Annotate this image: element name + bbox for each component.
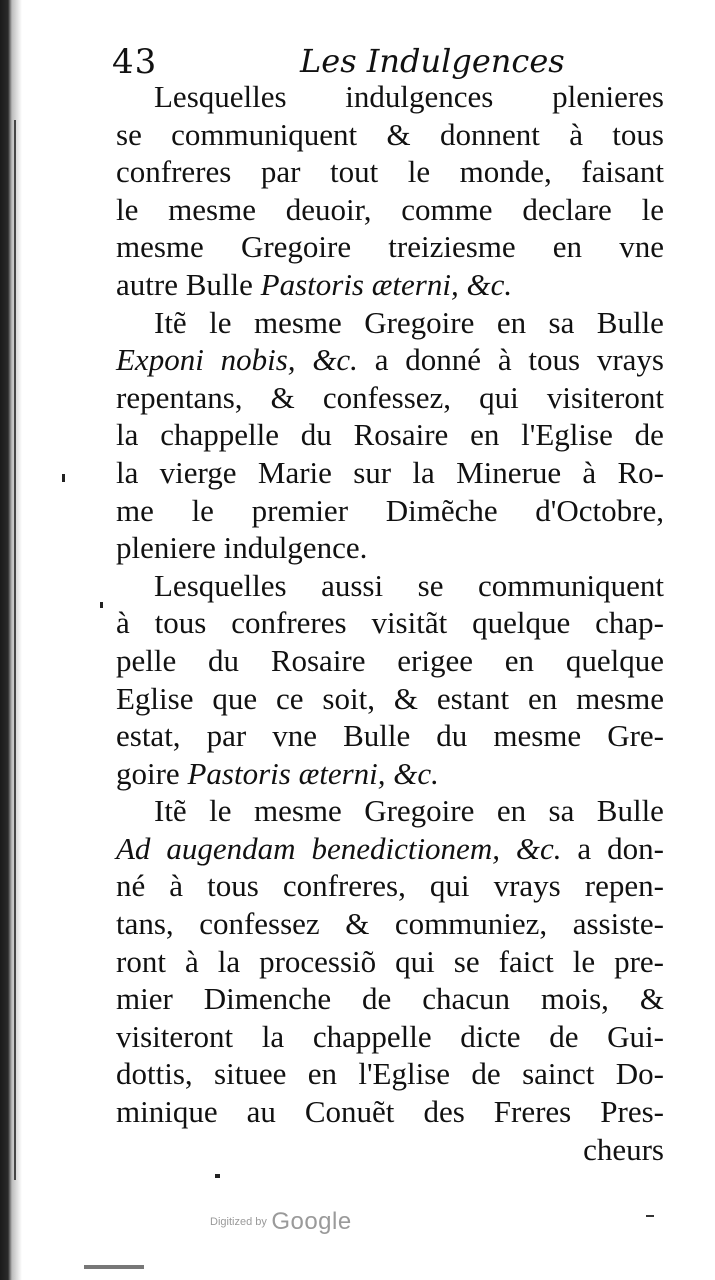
- word: monde,: [459, 154, 552, 190]
- word: la: [412, 454, 435, 490]
- word: sur: [353, 454, 392, 490]
- stray-ink-mark: [215, 1174, 220, 1178]
- word: qui: [395, 943, 435, 979]
- word: mesme: [116, 229, 204, 265]
- word: treiziesme: [388, 229, 516, 265]
- word: en: [504, 642, 535, 678]
- text-line: [116, 153, 664, 191]
- word: repentans,: [116, 379, 243, 415]
- word: dottis,: [116, 1056, 193, 1092]
- word: [178, 266, 186, 304]
- word: mesme: [253, 304, 342, 340]
- word: &: [345, 906, 370, 942]
- body-text: [116, 78, 664, 1168]
- word: Conuẽt: [304, 1094, 395, 1130]
- word: declare: [522, 191, 612, 227]
- scan-binding-edge: [0, 0, 22, 1280]
- word: estant: [436, 680, 510, 716]
- word: confessez: [199, 906, 320, 942]
- word: d'Octobre,: [535, 492, 664, 528]
- word: dicte: [460, 1018, 521, 1054]
- word: &: [393, 680, 418, 716]
- italic-word: augendam: [166, 830, 296, 866]
- text-line: [116, 304, 664, 342]
- word: me: [116, 492, 154, 528]
- text-line: [116, 1131, 664, 1169]
- text-line: [116, 1093, 664, 1131]
- word: Lesquelles: [154, 567, 287, 603]
- word: repen-: [584, 868, 664, 904]
- word: minique: [116, 1094, 218, 1130]
- word: en: [496, 304, 527, 340]
- text-line: [116, 1018, 664, 1056]
- word: [253, 266, 261, 304]
- word: le: [641, 191, 664, 227]
- word: chappelle: [160, 417, 279, 453]
- word: sa: [548, 793, 575, 829]
- text-line: [116, 454, 664, 492]
- text-line: [116, 680, 664, 718]
- word: en: [307, 1056, 337, 1092]
- running-title: Les Indulgences: [300, 42, 565, 80]
- word: Gre-: [607, 718, 664, 754]
- word: Do-: [615, 1056, 664, 1092]
- word: Gregoire: [364, 304, 475, 340]
- word: goire: [116, 755, 180, 791]
- word: la: [261, 1018, 285, 1054]
- word: &: [386, 116, 411, 152]
- word: [216, 529, 224, 567]
- word: Freres: [493, 1094, 572, 1130]
- word: vierge: [159, 454, 237, 490]
- word: par: [206, 718, 247, 754]
- word: vne: [619, 229, 664, 265]
- word: a: [374, 342, 389, 378]
- text-line: [116, 980, 664, 1018]
- word: confessez,: [322, 379, 452, 415]
- word: vrays: [493, 868, 561, 904]
- word: la: [116, 417, 139, 453]
- word: du: [300, 417, 332, 453]
- word: l'Eglise: [358, 1056, 451, 1092]
- text-line: [116, 379, 664, 417]
- word: quelque: [565, 642, 664, 678]
- word: plenieres: [552, 79, 664, 114]
- word: de: [549, 1018, 579, 1054]
- word: à: [184, 943, 199, 979]
- italic-word: [386, 755, 394, 793]
- word: le: [191, 492, 214, 528]
- word: Bulle: [596, 793, 664, 829]
- word: Bulle: [596, 304, 664, 340]
- word: au: [246, 1094, 276, 1130]
- scan-binding-line: [14, 120, 16, 1180]
- word: tous: [154, 605, 207, 641]
- word: processiõ: [259, 943, 377, 979]
- text-line: [116, 1055, 664, 1093]
- word: confreres: [116, 154, 232, 190]
- word: communiquent: [478, 567, 664, 603]
- word: la: [217, 943, 241, 979]
- word: tous: [528, 342, 581, 378]
- scan-artifact: [84, 1265, 144, 1269]
- word: à: [569, 116, 583, 152]
- italic-word: &c.: [466, 266, 513, 302]
- word: communiez,: [394, 906, 548, 942]
- word: Gui-: [607, 1018, 664, 1054]
- word: communiquent: [171, 116, 358, 152]
- word: qui: [429, 868, 470, 904]
- word: le: [572, 943, 596, 979]
- word: faict: [498, 943, 554, 979]
- word: Rosaire: [353, 417, 449, 453]
- word: Pres-: [600, 1094, 664, 1130]
- italic-word: æterni,: [298, 755, 386, 791]
- word: confreres: [231, 605, 347, 641]
- word: en: [528, 680, 558, 716]
- word: qui: [479, 379, 519, 415]
- word: Ro-: [617, 454, 664, 490]
- word: pleniere: [116, 530, 216, 566]
- word: erigee: [397, 642, 474, 678]
- word: mesme: [576, 680, 664, 716]
- word: en: [552, 229, 583, 265]
- text-line: [116, 266, 664, 304]
- italic-word: [459, 266, 467, 304]
- word: le: [407, 154, 431, 190]
- word: de: [634, 417, 664, 453]
- text-line: [116, 755, 664, 793]
- word: chacun: [422, 981, 510, 1017]
- word: en: [496, 793, 527, 829]
- word: mois,: [540, 981, 609, 1017]
- text-line: [116, 905, 664, 943]
- word: par: [260, 154, 301, 190]
- word: situee: [214, 1056, 287, 1092]
- text-line: [116, 341, 664, 379]
- stray-ink-mark: [62, 474, 65, 482]
- text-line: [116, 567, 664, 605]
- word: à: [116, 605, 130, 641]
- text-line: [116, 642, 664, 680]
- text-line: [116, 78, 664, 116]
- italic-word: &c.: [393, 755, 439, 791]
- word: donné: [405, 342, 482, 378]
- word: premier: [251, 492, 349, 528]
- word: pelle: [116, 642, 177, 678]
- word: Minerue: [456, 454, 562, 490]
- word: à: [169, 868, 184, 904]
- italic-word: &c.: [312, 342, 358, 378]
- word: sa: [548, 304, 575, 340]
- italic-word: benedictionem,: [311, 830, 500, 866]
- text-line: [116, 867, 664, 905]
- italic-word: Ad: [116, 830, 151, 866]
- word: mesme: [493, 718, 582, 754]
- word: Bulle: [343, 718, 411, 754]
- footer-dash: [646, 1215, 654, 1217]
- italic-word: Pastoris: [260, 266, 364, 302]
- word: Gregoire: [240, 229, 352, 265]
- word: que: [212, 680, 258, 716]
- italic-word: æterni,: [371, 266, 459, 302]
- word: Dimẽche: [385, 492, 498, 528]
- digitized-by-label: Digitized by: [210, 1216, 267, 1228]
- word: en: [470, 417, 500, 453]
- italic-word: [291, 755, 299, 793]
- text-line: [116, 492, 664, 530]
- word: mier: [116, 981, 173, 1017]
- word: tout: [329, 154, 379, 190]
- word: autre: [116, 266, 178, 302]
- word: du: [436, 718, 468, 754]
- word: soit,: [322, 680, 375, 716]
- text-line: [116, 717, 664, 755]
- word: ce: [276, 680, 304, 716]
- word: assiste-: [572, 906, 664, 942]
- text-line: [116, 529, 664, 567]
- word: du: [208, 642, 240, 678]
- word: comme: [401, 191, 493, 227]
- word: tans,: [116, 906, 174, 942]
- text-line: [116, 792, 664, 830]
- word: né: [116, 868, 146, 904]
- word: visiteront: [546, 379, 664, 415]
- word: sainct: [522, 1056, 595, 1092]
- word: à: [497, 342, 512, 378]
- text-line: [116, 604, 664, 642]
- word: pre-: [614, 943, 664, 979]
- word: se: [453, 943, 480, 979]
- word: des: [423, 1094, 465, 1130]
- word: Bulle: [185, 266, 253, 302]
- word: tous: [612, 116, 664, 152]
- text-line: [116, 830, 664, 868]
- word: donnent: [439, 116, 540, 152]
- word: chap-: [595, 605, 664, 641]
- word: le: [209, 793, 232, 829]
- text-line: [116, 228, 664, 266]
- word: Dimenche: [203, 981, 332, 1017]
- word: confreres,: [282, 868, 406, 904]
- word: a: [577, 830, 592, 866]
- word: visitãt: [371, 605, 448, 641]
- italic-word: Exponi: [116, 342, 204, 378]
- word: visiteront: [116, 1018, 234, 1054]
- word: cheurs: [583, 1131, 664, 1167]
- word: de: [362, 981, 392, 1017]
- word: don-: [607, 830, 664, 866]
- word: à: [582, 454, 597, 490]
- word: Marie: [257, 454, 332, 490]
- word: tous: [207, 868, 259, 904]
- digitization-watermark: [210, 1208, 352, 1236]
- word: indulgences: [345, 79, 494, 114]
- word: mesme: [253, 793, 342, 829]
- word: la: [116, 454, 139, 490]
- word: deuoir,: [285, 191, 372, 227]
- word: se: [417, 567, 444, 603]
- word: aussi: [321, 567, 384, 603]
- word: vne: [272, 718, 318, 754]
- text-line: [116, 943, 664, 981]
- word: Itẽ: [154, 304, 187, 340]
- italic-word: Pastoris: [187, 755, 291, 791]
- word: indulgence.: [223, 530, 368, 566]
- italic-word: nobis,: [220, 342, 296, 378]
- word: chappelle: [312, 1018, 432, 1054]
- word: faisant: [581, 154, 664, 190]
- stray-ink-mark: [100, 602, 103, 608]
- word: ront: [116, 943, 166, 979]
- word: &: [639, 981, 664, 1017]
- word: Gregoire: [364, 793, 475, 829]
- italic-word: &c.: [515, 830, 562, 866]
- word: le: [116, 191, 139, 227]
- word: de: [471, 1056, 501, 1092]
- word: estat,: [116, 718, 181, 754]
- text-line: [116, 191, 664, 229]
- text-line: [116, 116, 664, 154]
- word: l'Eglise: [521, 417, 613, 453]
- word: Eglise: [116, 680, 194, 716]
- word: &: [270, 379, 295, 415]
- text-line: [116, 416, 664, 454]
- word: vrays: [596, 342, 664, 378]
- word: Lesquelles: [154, 79, 287, 114]
- word: se: [116, 116, 142, 152]
- word: Rosaire: [270, 642, 366, 678]
- italic-word: [364, 266, 372, 304]
- word: quelque: [472, 605, 571, 641]
- word: Itẽ: [154, 793, 187, 829]
- word: le: [209, 304, 232, 340]
- google-label: Google: [271, 1208, 352, 1235]
- page-number: 43: [112, 42, 158, 82]
- word: mesme: [168, 191, 256, 227]
